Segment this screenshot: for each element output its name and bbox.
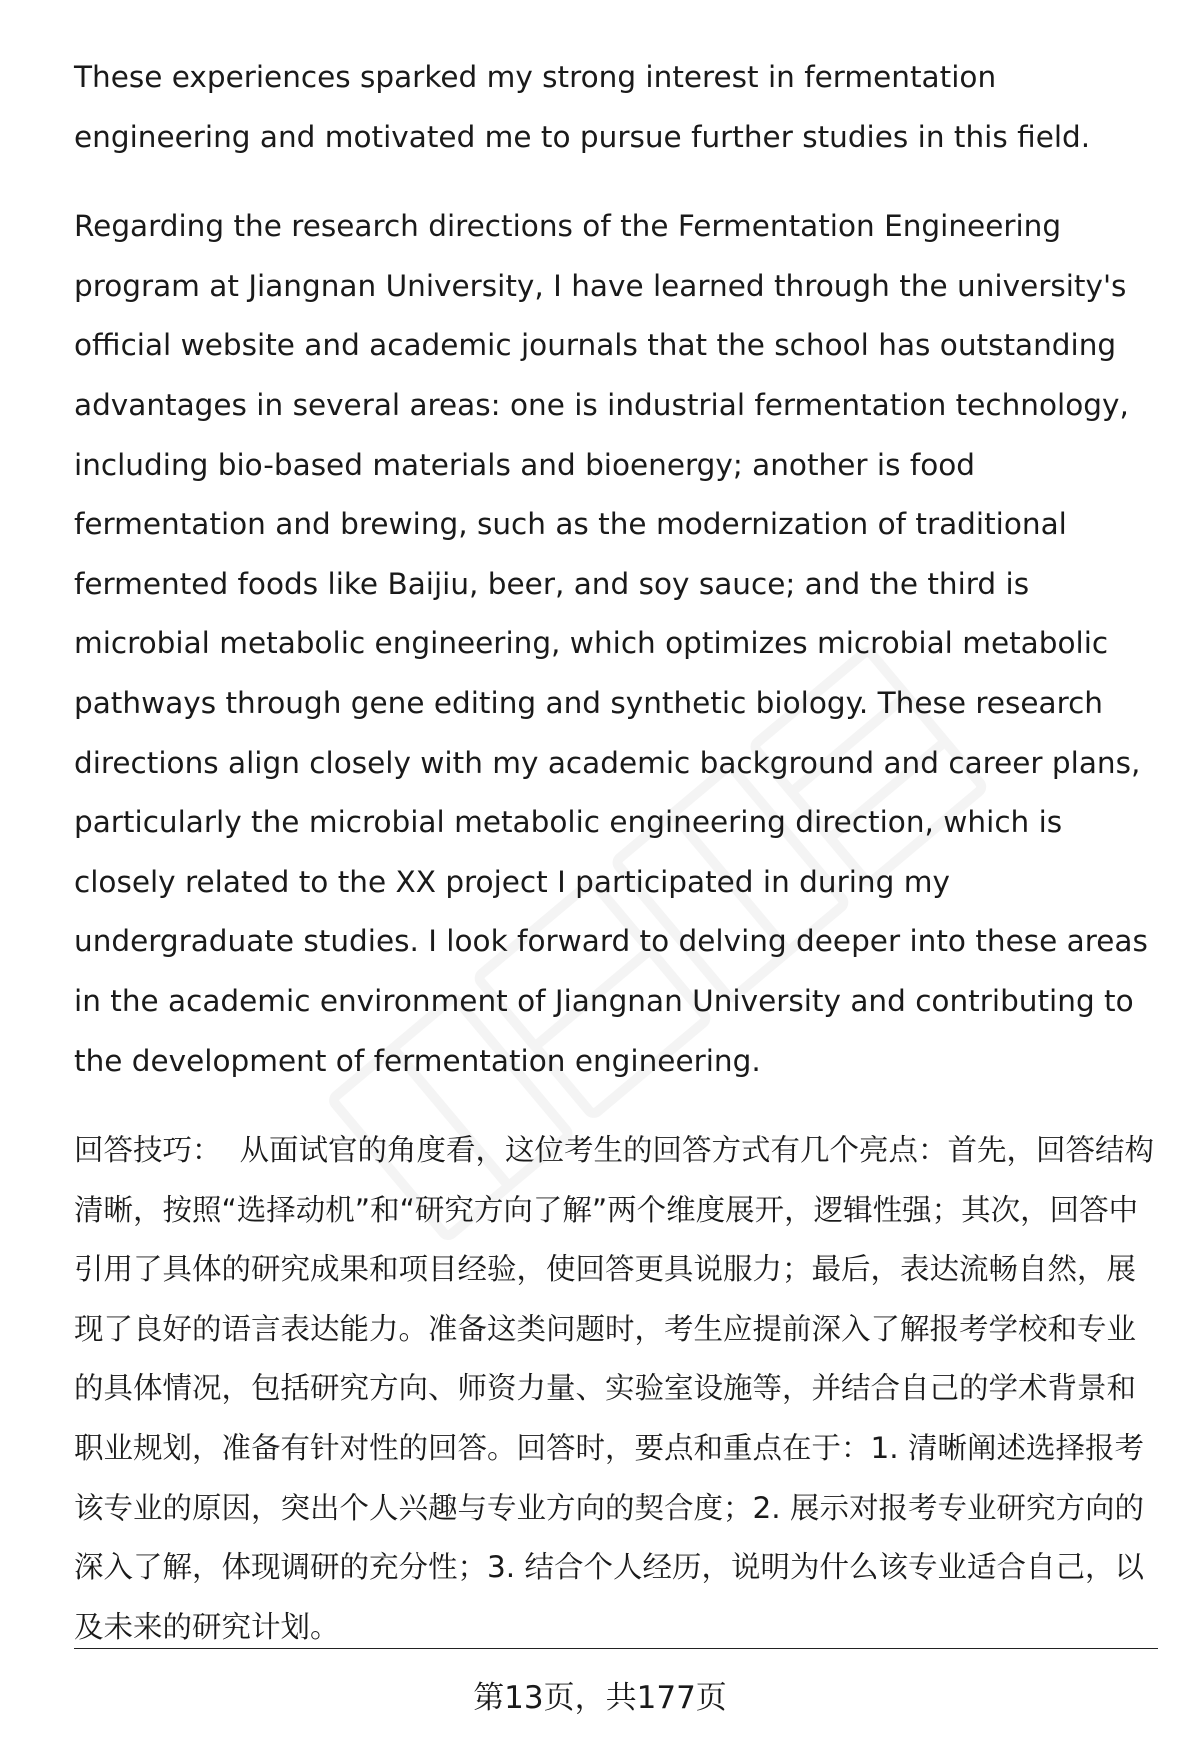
answer-tips-body: 从面试官的角度看，这位考生的回答方式有几个亮点：首先，回答结构清晰，按照“选择动机”和“研究方向了解”两个维度展开，逻辑性强；其次，回答中引用了具体的研究成果和项目经验，使回答更具说服力；最后，表达流畅自然，展现了良好的语言表达能力。准备这类问题时，考生应提前深入了解报考学校和专业的具体情况，包括研究方向、师资力量、实验室设施等，并结合自己的学术背景和职业规划，准备有针对性的回答。回答时，要点和重点在于：1. 清晰阐述选择报考该专业的原因，突出个人兴趣与专业方向的契合度；2. 展示对报考专业研究方向的深入了解，体现调研的充分性；3. 结合个人经历，说明为什么该专业适合自己，以及未来的研究计划。: [74, 1133, 1155, 1644]
page-number: 第13页，共177页: [473, 1680, 727, 1716]
footer-divider: [74, 1648, 1158, 1649]
answer-tips-label: 回答技巧：: [74, 1133, 222, 1168]
answer-tips-paragraph: [74, 1121, 1158, 1657]
document-body: [74, 48, 1158, 1687]
paragraph-motivation: These experiences sparked my strong interest in fermentation engineering and motivated me to pursue further studies in this field.: [74, 60, 1091, 154]
paragraph-research-directions: Regarding the research directions of the Fermentation Engineering program at Jiangnan University, I have learned through the university's official website and academic journals that the school has outstanding advantages in several areas: one is industrial fermentation technology, including bio-based materials and bioenergy; another is food fermentation and brewing, such as the modernization of traditional fermented foods like Baijiu, beer, and soy sauce; and the third is microbial metabolic engineering, which optimizes microbial metabolic pathways through gene editing and synthetic biology. These research directions align closely with my academic background and career plans, particularly the microbial metabolic engineering direction, which is closely related to the XX project I participated in during my undergraduate studies. I look forward to delving deeper into these areas in the academic environment of Jiangnan University and contributing to the development of fermentation engineering.: [74, 209, 1148, 1078]
